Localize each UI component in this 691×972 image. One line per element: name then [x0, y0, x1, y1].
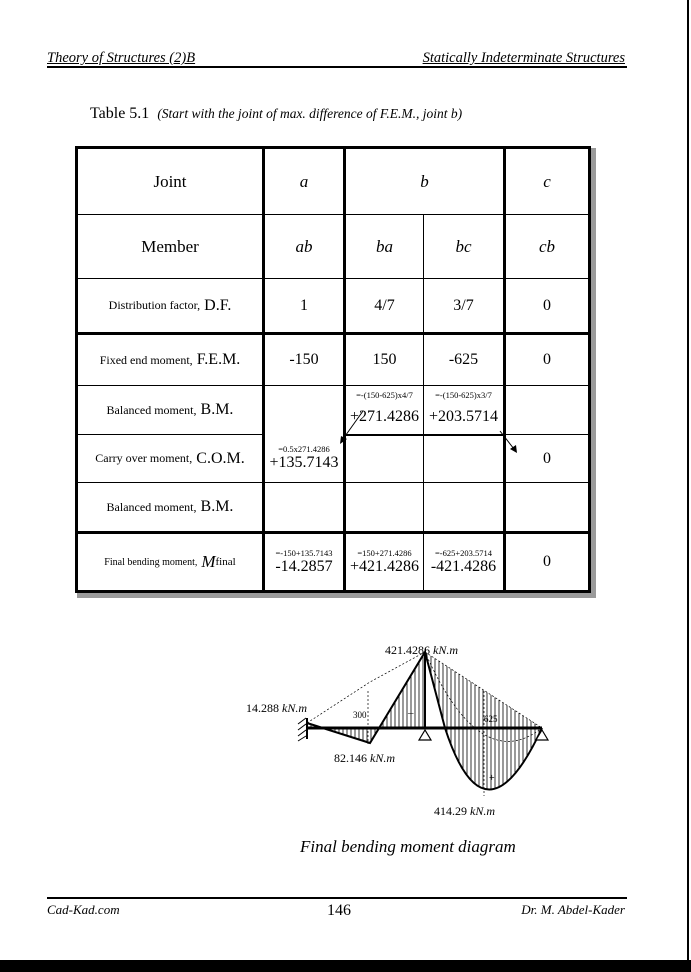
carry-over-arrows	[78, 149, 594, 596]
bm2-label-small: Balanced moment,	[106, 499, 197, 514]
member-ab: ab	[295, 236, 313, 256]
com-label-small: Carry over moment,	[95, 451, 193, 465]
label-82: 82.146 kN.m	[334, 751, 395, 765]
fem-bc: -625	[448, 351, 479, 368]
final-ba-value: +421.4286	[349, 558, 420, 575]
bending-moment-diagram	[230, 636, 570, 826]
fixed-support-hatch	[298, 718, 306, 741]
table-caption-note: (Start with the joint of max. difference of F.E.M., joint b)	[157, 106, 463, 121]
final-label-sub: final	[215, 556, 236, 568]
com-cb: 0	[543, 449, 551, 467]
page-border-right	[687, 0, 689, 960]
final-bc-formula: =-625+203.5714	[434, 548, 493, 558]
df-bc: 3/7	[453, 296, 474, 314]
label-625: 625	[484, 714, 498, 724]
arrow-ba-to-ab	[343, 411, 363, 439]
member-bc: bc	[455, 236, 472, 256]
fem-ab: -150	[289, 351, 319, 368]
member-ba: ba	[376, 236, 393, 256]
fem-label-big: F.E.M.	[196, 351, 241, 368]
final-ab-formula: =-150+135.7143	[275, 548, 333, 558]
label-left: 14.288 kN.m	[246, 701, 307, 715]
bm2-label-big: B.M.	[200, 498, 234, 515]
df-ba: 4/7	[374, 296, 395, 314]
moment-distribution-table	[75, 146, 596, 598]
header-rule	[47, 66, 627, 68]
label-minus: –	[408, 707, 414, 719]
df-cb: 0	[543, 296, 551, 314]
table-frame	[75, 146, 591, 593]
label-plus: +	[489, 773, 495, 784]
label-414: 414.29 kN.m	[434, 804, 495, 818]
final-ba-formula: =150+271.4286	[357, 548, 412, 558]
bm1-bc-formula: =-(150-625)x3/7	[435, 390, 492, 400]
bm1-label-big: B.M.	[200, 401, 234, 418]
diagram-caption: Final bending moment diagram	[300, 837, 516, 856]
final-bc-value: -421.4286	[430, 558, 497, 575]
arrowhead-ab	[340, 436, 347, 444]
support-b	[419, 730, 431, 740]
df-label-big: D.F.	[204, 296, 232, 314]
footer-left: Cad-Kad.com	[47, 902, 120, 917]
df-label-small: Distribution factor,	[108, 298, 201, 312]
table-caption-title: Table 5.1	[90, 105, 150, 122]
page-border-bottom	[0, 960, 691, 972]
header-left: Theory of Structures (2)B	[47, 50, 196, 66]
fem-label-small: Fixed end moment,	[99, 352, 193, 367]
com-ab-formula: =0.5x271.4286	[278, 444, 330, 454]
fem-ba: 150	[372, 351, 397, 368]
page-footer	[47, 902, 625, 922]
label-300: 300	[353, 710, 367, 720]
bm1-ba-formula: =-(150-625)x4/7	[356, 390, 413, 400]
joint-c: c	[543, 171, 551, 191]
joint-label: Joint	[153, 171, 187, 191]
arrowhead-cb	[510, 445, 517, 453]
com-ab-value: +135.7143	[269, 454, 339, 471]
bm1-label-small: Balanced moment,	[106, 402, 197, 417]
footer-rule	[47, 897, 627, 899]
footer-right: Dr. M. Abdel-Kader	[521, 902, 625, 917]
final-ab-value: -14.2857	[275, 558, 333, 575]
bm1-ba-value: +271.4286	[349, 408, 420, 425]
label-top: 421.4286 kN.m	[385, 643, 458, 657]
page-number: 146	[327, 902, 351, 919]
final-label-big: M	[201, 552, 216, 571]
com-label-big: C.O.M.	[196, 449, 245, 467]
joint-a: a	[299, 171, 309, 191]
member-cb: cb	[538, 236, 556, 256]
table-caption	[90, 105, 462, 123]
final-cb: 0	[543, 553, 551, 570]
df-ab: 1	[300, 296, 308, 314]
header-right: Statically Indeterminate Structures	[422, 50, 625, 66]
bm1-bc-value: +203.5714	[428, 408, 499, 425]
joint-b: b	[420, 171, 429, 191]
fem-cb: 0	[543, 351, 551, 368]
final-label-small: Final bending moment,	[104, 556, 198, 568]
arrow-bc-to-cb	[500, 431, 514, 449]
member-label: Member	[141, 236, 199, 256]
